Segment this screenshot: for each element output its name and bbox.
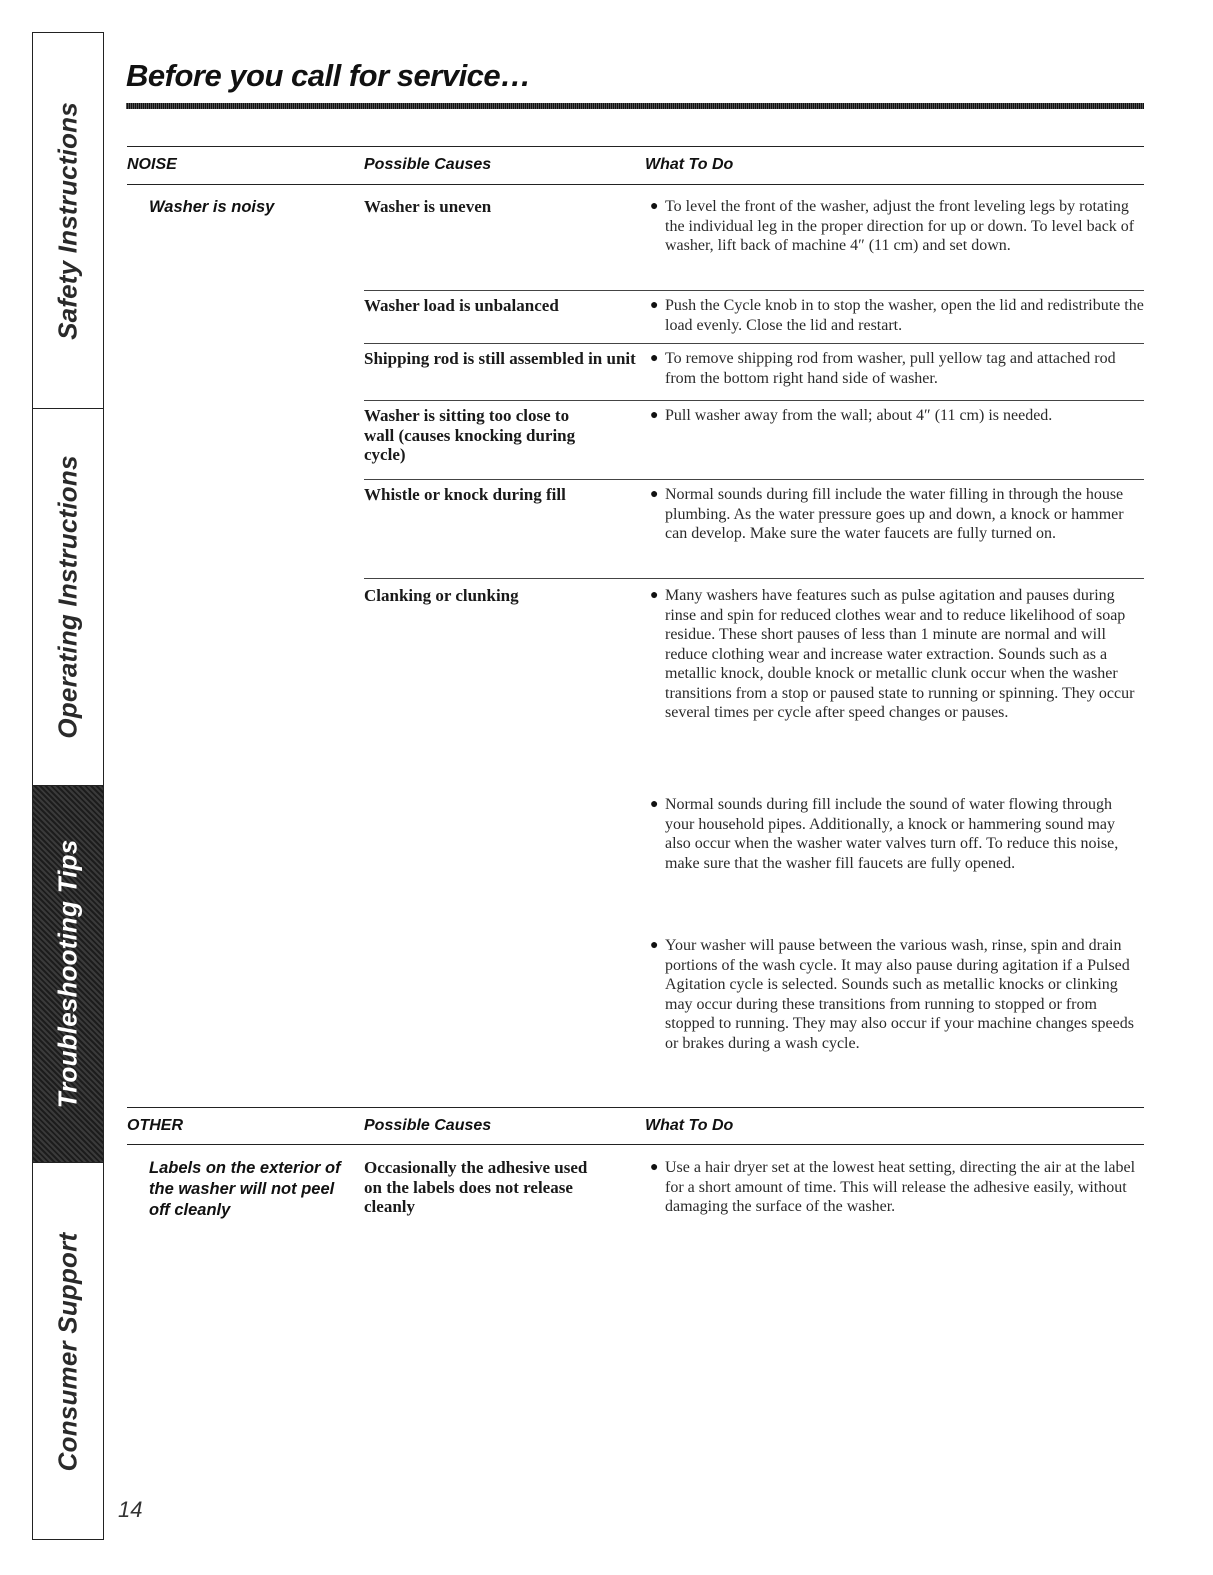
todo-item: [645, 936, 1144, 1053]
bullet-icon: ●: [650, 408, 659, 423]
todo-text: Pull washer away from the wall; about 4″ (11 cm) is needed.: [665, 407, 1053, 424]
todo-item: [645, 296, 1144, 335]
problem-label: Washer is noisy: [149, 198, 275, 216]
header-causes: Possible Causes: [364, 156, 492, 173]
section-tabs: [32, 32, 104, 1540]
tab-safety-instructions[interactable]: [33, 33, 103, 409]
row-divider: [364, 479, 1144, 480]
tab-operating-instructions[interactable]: [33, 409, 103, 786]
header-problem: NOISE: [127, 156, 177, 173]
row-divider: [364, 343, 1144, 344]
cause-text: Washer is sitting too close to wall (causes knocking during cycle): [364, 406, 576, 464]
bullet-icon: ●: [650, 797, 659, 812]
cause-text: Occasionally the adhesive used on the labels does not release cleanly: [364, 1158, 588, 1216]
cause-text: Clanking or clunking: [364, 586, 519, 605]
todo-item: [645, 485, 1144, 544]
bullet-icon: ●: [650, 1160, 659, 1175]
todo-item: [645, 349, 1144, 388]
bullet-icon: ●: [650, 938, 659, 953]
todo-item: [645, 586, 1144, 723]
cause-text: Washer load is unbalanced: [364, 296, 559, 315]
cause-text: Shipping rod is still assembled in unit: [364, 349, 636, 368]
page-title: Before you call for service…: [126, 58, 531, 93]
header-rule: [127, 184, 1144, 185]
noise-table: [127, 146, 1144, 1086]
header-causes: Possible Causes: [364, 1117, 492, 1134]
todo-text: Normal sounds during fill include the water filling in through the house plumbing. As the water pressure goes up and down, a knock or hammer can develop. Make sure the water faucets are fully turned on.: [665, 486, 1124, 542]
todo-item: [645, 795, 1144, 873]
row-divider: [364, 400, 1144, 401]
cause-text: Washer is uneven: [364, 197, 492, 216]
header-rule: [127, 1107, 1144, 1108]
header-rule: [127, 1144, 1144, 1145]
row-divider: [364, 290, 1144, 291]
tab-label: Troubleshooting Tips: [52, 839, 83, 1109]
header-problem: OTHER: [127, 1117, 183, 1134]
todo-text: Your washer will pause between the various wash, rinse, spin and drain portions of the wash cycle. It may also pause during agitation if a Pulsed Agitation cycle is selected. Sounds such as metallic knocks or clinking may occur during these transitions from running to stopped or from stopped to running. They may also occur if your machine changes speeds or brakes during a wash cycle.: [665, 937, 1134, 1052]
bullet-icon: ●: [650, 588, 659, 603]
tab-label: Consumer Support: [52, 1232, 83, 1472]
tab-troubleshooting-tips[interactable]: [33, 786, 103, 1163]
header-todo: What To Do: [645, 1117, 734, 1134]
todo-text: Normal sounds during fill include the sound of water flowing through your household pipes. Additionally, a knock or hammering sound may also occur when the washer water valves turn off. To reduce this noise, make sure that the washer fill faucets are fully opened.: [665, 796, 1119, 872]
row-divider: [364, 578, 1144, 579]
tab-label: Safety Instructions: [52, 101, 83, 340]
problem-label: Labels on the exterior of the washer will not peel off cleanly: [149, 1159, 341, 1219]
page-number: 14: [118, 1497, 143, 1522]
header-todo: What To Do: [645, 156, 734, 173]
todo-text: Use a hair dryer set at the lowest heat setting, directing the air at the label for a short amount of time. This will release the adhesive easily, without damaging the surface of the washer.: [665, 1159, 1136, 1215]
todo-text: Push the Cycle knob in to stop the washer, open the lid and redistribute the load evenly. Close the lid and restart.: [665, 297, 1144, 334]
bullet-icon: ●: [650, 298, 659, 313]
tab-consumer-support[interactable]: [33, 1163, 103, 1541]
header-rule: [127, 146, 1144, 147]
todo-text: Many washers have features such as pulse agitation and pauses during rinse and spin for reduced clothes wear and to reduce likelihood of soap residue. These short pauses of less than 1 minute are normal and will reduce clothing wear and increase water extraction. Sounds such as a metallic knock, double knock or metallic clunk occur when the washer transitions from a stop or paused state to running or spinning. They occur several times per cycle after speed changes or pauses.: [665, 587, 1135, 721]
title-rule: [126, 103, 1144, 109]
todo-item: [645, 197, 1144, 256]
cause-text: Whistle or knock during fill: [364, 485, 566, 504]
todo-text: To remove shipping rod from washer, pull yellow tag and attached rod from the bottom right hand side of washer.: [665, 350, 1116, 387]
other-table: [127, 1107, 1144, 1257]
bullet-icon: ●: [650, 199, 659, 214]
bullet-icon: ●: [650, 351, 659, 366]
bullet-icon: ●: [650, 487, 659, 502]
todo-text: To level the front of the washer, adjust the front leveling legs by rotating the individual leg in the proper direction for up or down. To level back of washer, lift back of machine 4″ (11 cm) and set down.: [665, 198, 1135, 254]
todo-item: [645, 406, 1144, 426]
todo-item: [645, 1158, 1144, 1217]
tab-label: Operating Instructions: [52, 455, 83, 739]
